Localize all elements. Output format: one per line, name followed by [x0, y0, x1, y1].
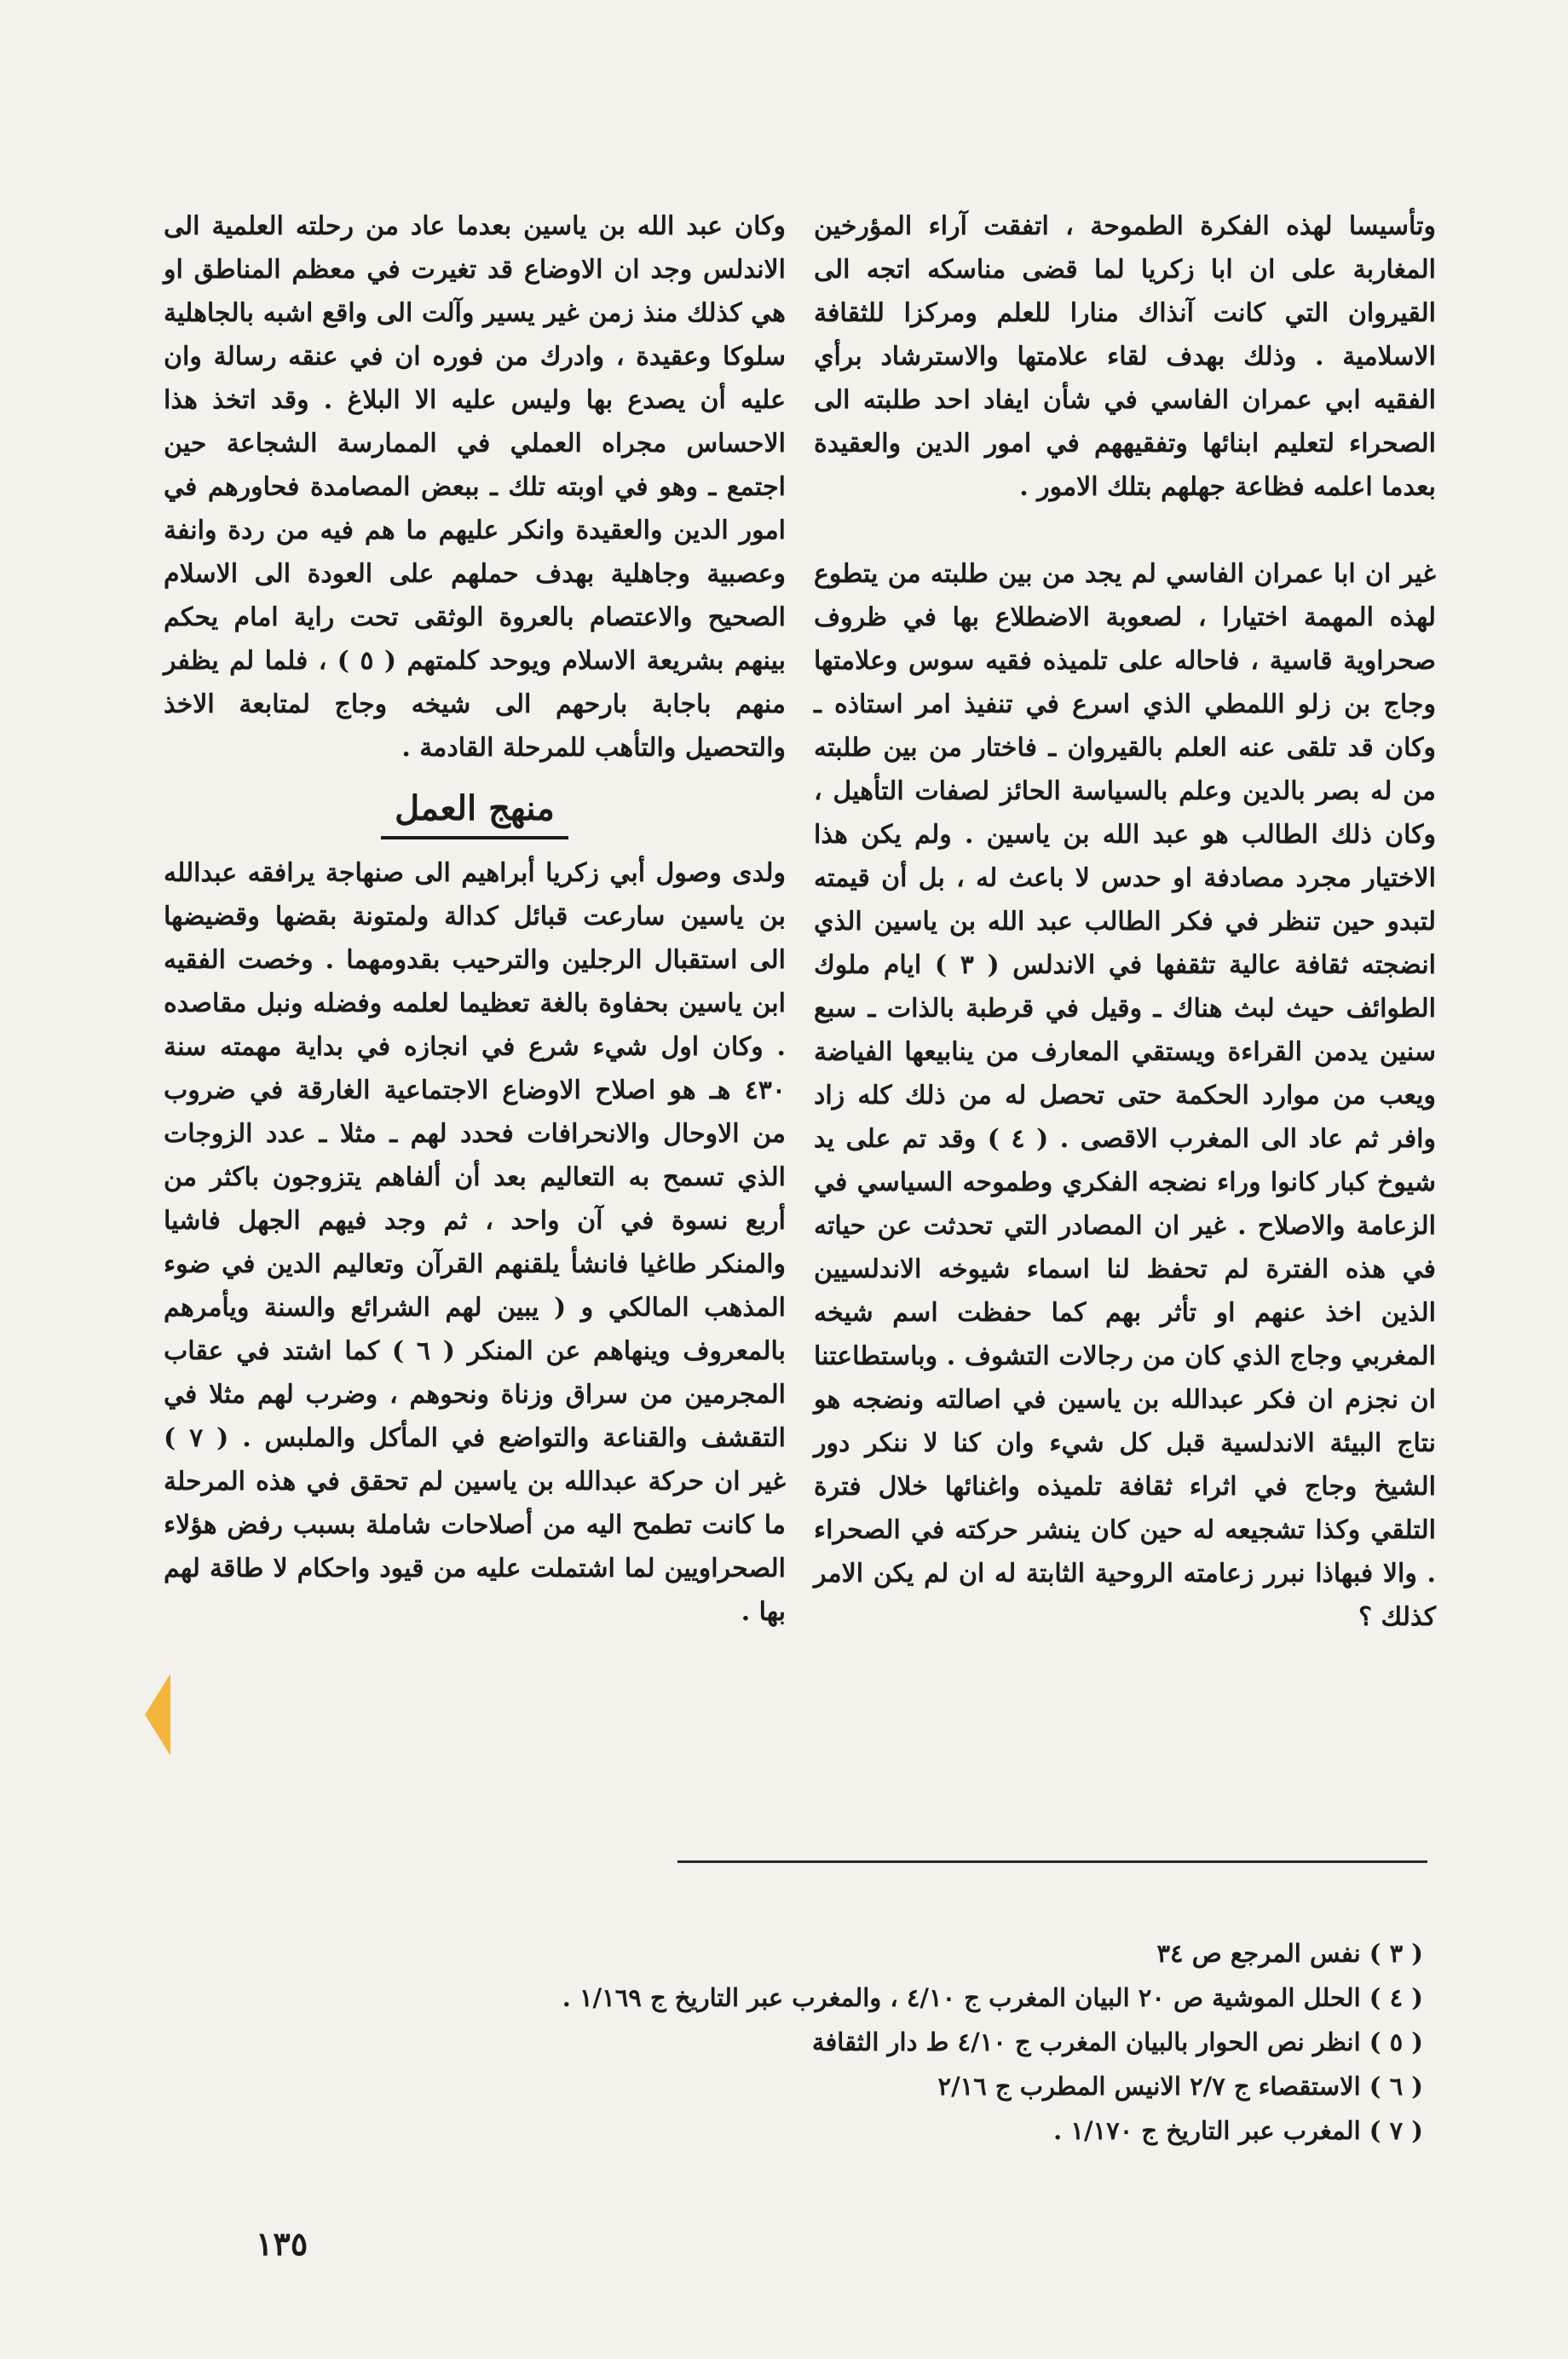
footnote: ( ٥ ) انظر نص الحوار بالبيان المغرب ج ٤/١٠ ط دار الثقافة: [811, 2027, 1423, 2056]
paragraph: غير ان ابا عمران الفاسي لم يجد من بين طلبته من يتطوع لهذه المهمة اختيارا ، لصعوبة الاضطلاع بها في ظروف صحراوية قاسية ، فاحاله على تلميذه فقيه سوس وعلامتها وجاج بن زلو اللمطي الذي اسرع في تنفيذ امر استاذه ـ وكان قد تلقى عنه العلم بالقيروان ـ فاختار من بين طلبته من له بصر بالدين وعلم بالسياسة الحائز لصفات التأهيل ، وكان ذلك الطالب هو عبد الله بن ياسين . ولم يكن هذا الاختيار مجرد مصادفة او حدس لا باعث له ، بل أن قيمته لتبدو حين تنظر في فكر الطالب عبد الله بن ياسين الذي انضجته ثقافة عالية تثقفها في الاندلس ( ٣ ) ايام ملوك الطوائف حيث لبث هناك ـ وقيل في قرطبة بالذات ـ سبع سنين يدمن القراءة ويستقي المعارف من ينابيعها الفياضة ويعب من موارد الحكمة حتى تحصل له من ذلك كله زاد وافر ثم عاد الى المغرب الاقصى . ( ٤ ) وقد تم على يد شيوخ كبار كانوا وراء نضجه الفكري وطموحه السياسي في الزعامة والاصلاح . غير ان المصادر التي تحدثت عن حياته في هذه الفترة لم تحفظ لنا اسماء شيوخه الاندلسيين الذين اخذ عنهم او تأثر بهم كما حفظت اسم شيخه المغربي وجاج الذي كان من رجالات التشوف . وباستطاعتنا ان نجزم ان فكر عبدالله بن ياسين في اصالته ونضجه هو نتاج البيئة الاندلسية قبل كل شيء وان كنا لا ننكر دور الشيخ وجاج في اثراء ثقافة تلميذه واغنائها خلال فترة التلقي وكذا تشجيعه له حين كان ينشر حركته في الصحراء . والا فبهاذا نبرر زعامته الروحية الثابتة له ان لم يكن الامر كذلك ؟: [814, 559, 1436, 1632]
section-heading-wrap: [164, 785, 786, 839]
article-column-left: [164, 205, 786, 1634]
footnote-divider: [677, 1860, 1427, 1863]
paragraph: وكان عبد الله بن ياسين بعدما عاد من رحلته العلمية الى الاندلس وجد ان الاوضاع قد تغيرت في معظم المناطق او هي كذلك منذ زمن غير يسير وآلت الى واقع اشبه بالجاهلية سلوكا وعقيدة ، وادرك من فوره ان في عنقه رسالة وان عليه أن يصدع بها وليس عليه الا البلاغ . وقد اتخذ هذا الاحساس مجراه العملي في الممارسة الشجاعة حين اجتمع ـ وهو في اوبته تلك ـ ببعض المصامدة فحاورهم في امور الدين والعقيدة وانكر عليهم ما هم فيه من ردة وانفة وعصبية وجاهلية بهدف حملهم على العودة الى الاسلام الصحيح والاعتصام بالعروة الوثقى تحت راية امام يحكم بينهم بشريعة الاسلام ويوحد كلمتهم ( ٥ ) ، فلما لم يظفر منهم باجابة بارحهم الى شيخه وجاج لمتابعة الاخذ والتحصيل والتأهب للمرحلة القادمة .: [164, 211, 786, 763]
footnote: ( ٦ ) الاستقصاء ج ٢/٧ الانيس المطرب ج ٢/١٦: [937, 2072, 1423, 2101]
footnote: ( ٧ ) المغرب عبر التاريخ ج ١/١٧٠ .: [1053, 2116, 1423, 2145]
triangle-left-icon: [145, 1674, 170, 1756]
footnote: ( ٤ ) الحلل الموشية ص ٢٠ البيان المغرب ج ٤/١٠ ، والمغرب عبر التاريخ ج ١/١٦٩ .: [562, 1983, 1423, 2012]
footnotes: [460, 1931, 1423, 2153]
page-number: ١٣٥: [256, 2224, 308, 2263]
article-column-right: [814, 205, 1436, 1639]
paragraph: وتأسيسا لهذه الفكرة الطموحة ، اتفقت آراء المؤرخين المغاربة على ان ابا زكريا لما قضى مناسكه اتجه الى القيروان التي كانت آنذاك منارا للعلم ومركزا للثقافة الاسلامية . وذلك بهدف لقاء علامتها والاسترشاد برأي الفقيه ابي عمران الفاسي في شأن ايفاد احد طلبته الى الصحراء لتعليم ابنائها وتفقيههم في امور الدين والعقيدة بعدما اعلمه فظاعة جهلهم بتلك الامور .: [814, 211, 1436, 502]
footnote: ( ٣ ) نفس المرجع ص ٣٤: [1156, 1939, 1423, 1968]
section-heading: منهج العمل: [381, 785, 568, 839]
paragraph: ولدى وصول أبي زكريا أبراهيم الى صنهاجة يرافقه عبدالله بن ياسين سارعت قبائل كدالة ولمتونة بقضها وقضيضها الى استقبال الرجلين والترحيب بقدومهما . وخصت الفقيه ابن ياسين بحفاوة بالغة تعظيما لعلمه وفضله ونبل مقاصده . وكان اول شيء شرع في انجازه في بداية مهمته سنة ٤٣٠ هـ هو اصلاح الاوضاع الاجتماعية الغارقة في ضروب من الاوحال والانحرافات فحدد لهم ـ مثلا ـ عدد الزوجات الذي تسمح به التعاليم بعد أن ألفاهم يتزوجون باكثر من أربع نسوة في آن واحد ، ثم وجد فيهم الجهل فاشيا والمنكر طاغيا فانشأ يلقنهم القرآن وتعاليم الدين في ضوء المذهب المالكي و ( يبين لهم الشرائع والسنة ويأمرهم بالمعروف وينهاهم عن المنكر ( ٦ ) كما اشتد في عقاب المجرمين من سراق وزناة ونحوهم ، وضرب لهم مثلا في التقشف والقناعة والتواضع في المأكل والملبس . ( ٧ ) غير ان حركة عبدالله بن ياسين لم تحقق في هذه المرحلة ما كانت تطمح اليه من أصلاحات شاملة بسبب رفض هؤلاء الصحراويين لما اشتملت عليه من قيود واحكام لا طاقة لهم بها .: [164, 858, 787, 1627]
